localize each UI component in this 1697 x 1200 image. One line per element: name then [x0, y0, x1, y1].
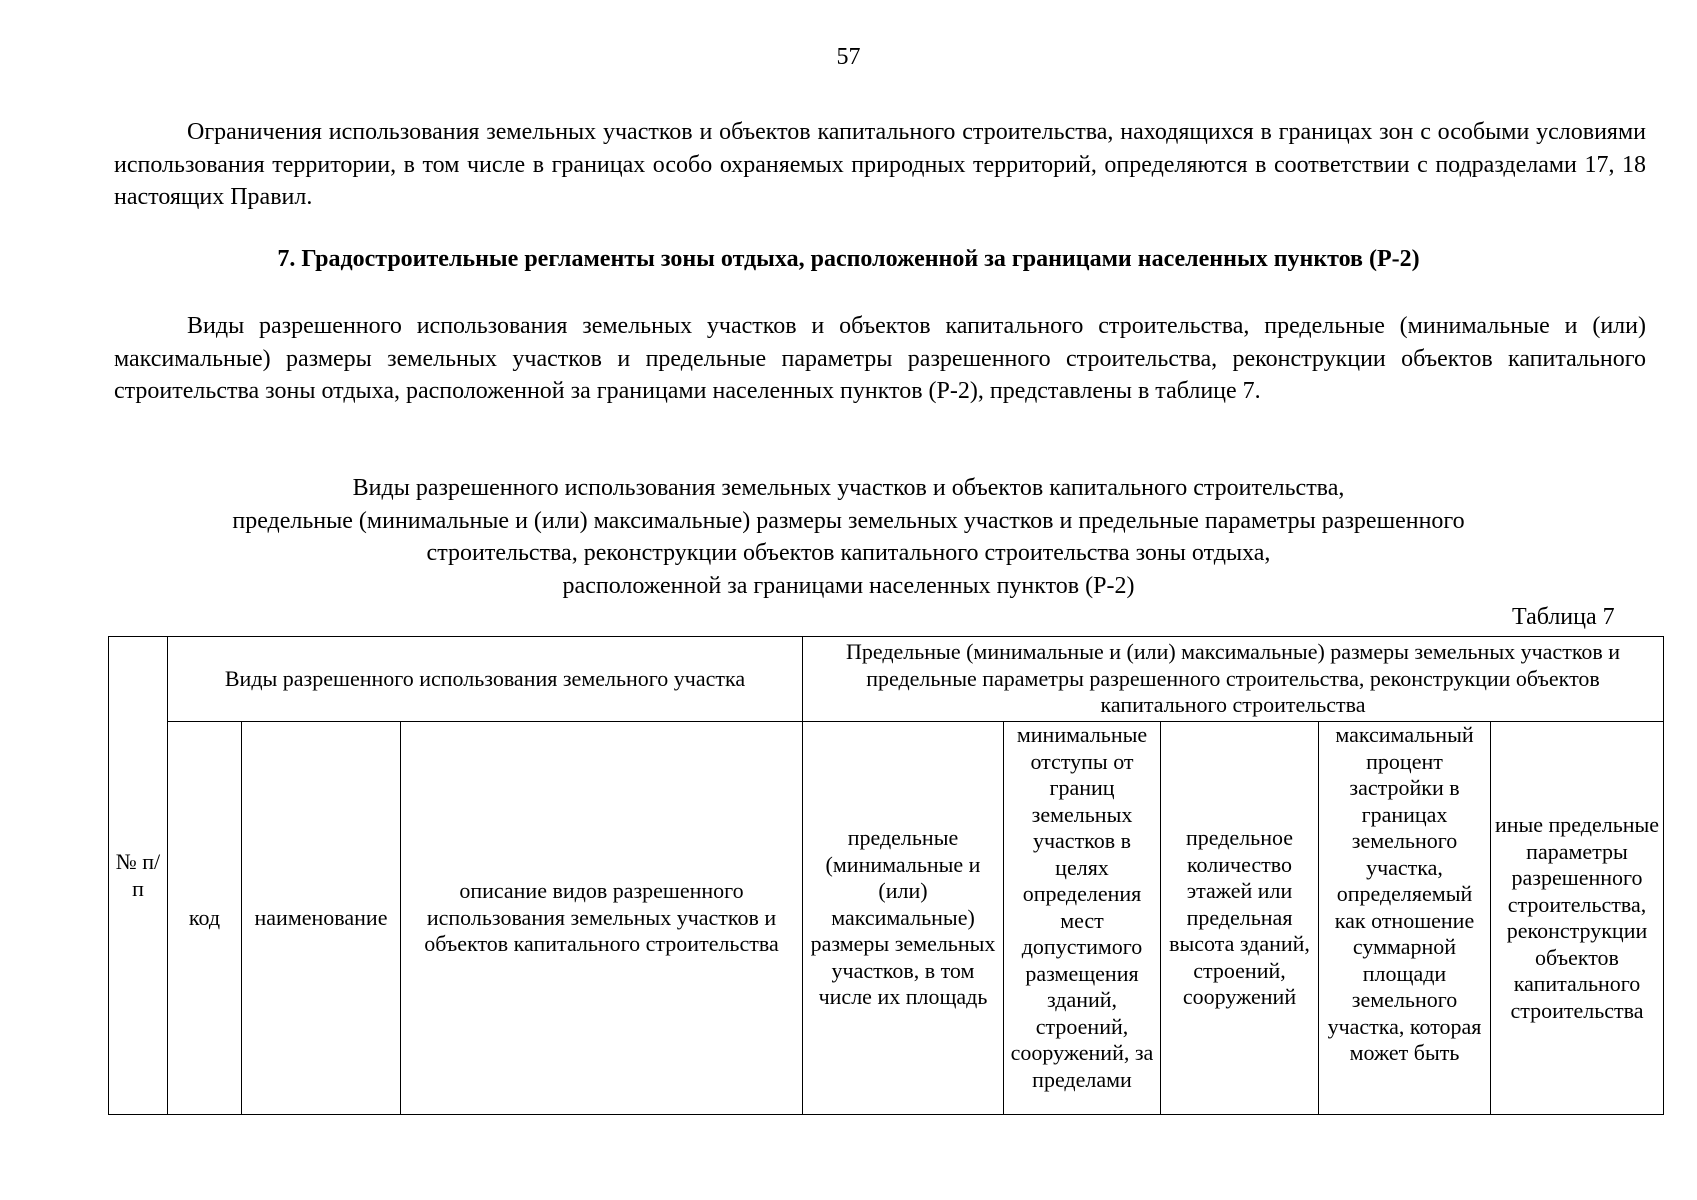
- intro-paragraph: Ограничения использования земельных участков и объектов капитального строительства, находящихся в границах зон с особыми условиями использования территории, в том числе в границах особо охраняемых природных территорий, определяются в соответствии с подразделами 17, 18 настоящих Правил.: [114, 119, 1646, 210]
- header-number: № п/п: [109, 637, 168, 1115]
- header-description: описание видов разрешенного использования земельных участков и объектов капитального строительства: [401, 722, 803, 1115]
- table-caption-line: строительства, реконструкции объектов капитального строительства зоны отдыха,: [426, 540, 1271, 566]
- table-header-row-2: [109, 722, 1664, 1115]
- header-coverage: максимальный процент застройки в границах земельного участка, определяемый как отношение суммарной площади земельного участка, которая может быть: [1319, 722, 1491, 1115]
- header-plot-size: предельные (минимальные и (или) максимальные) размеры земельных участков, в том числе их площадь: [803, 722, 1004, 1115]
- table-caption: [0, 472, 1697, 602]
- section-paragraph: Виды разрешенного использования земельных участков и объектов капитального строительства, предельные (минимальные и (или) максимальные) размеры земельных участков и предельные параметры разрешенного строительства, реконструкции объектов капитального строительства зоны отдыха, расположенной за границами населенных пунктов (Р-2), представлены в таблице 7.: [114, 313, 1646, 404]
- header-name: наименование: [242, 722, 401, 1115]
- header-other: иные предельные параметры разрешенного строительства, реконструкции объектов капитального строительства: [1491, 722, 1664, 1115]
- table-caption-line: Виды разрешенного использования земельных участков и объектов капитального строительства,: [352, 475, 1345, 501]
- header-group-uses: Виды разрешенного использования земельного участка: [168, 637, 803, 722]
- header-group-limits: Предельные (минимальные и (или) максимальные) размеры земельных участков и предельные параметры разрешенного строительства, реконструкции объектов капитального строительства: [803, 637, 1664, 722]
- table-caption-line: предельные (минимальные и (или) максимальные) размеры земельных участков и предельные параметры разрешенного: [232, 507, 1465, 534]
- header-floors: предельное количество этажей или предельная высота зданий, строений, сооружений: [1161, 722, 1319, 1115]
- table-label: Таблица 7: [1512, 604, 1615, 630]
- section-title: 7. Градостроительные регламенты зоны отдыха, расположенной за границами населенных пунктов (Р-2): [277, 246, 1420, 272]
- table-caption-line: расположенной за границами населенных пунктов (Р-2): [562, 572, 1135, 599]
- table-header-row-1: [109, 637, 1664, 722]
- header-setbacks: минимальные отступы от границ земельных участков в целях определения мест допустимого размещения зданий, строений, сооружений, за пределами: [1004, 722, 1161, 1115]
- regulations-table: [108, 636, 1664, 1115]
- page-number: 57: [836, 44, 861, 70]
- header-code: код: [168, 722, 242, 1115]
